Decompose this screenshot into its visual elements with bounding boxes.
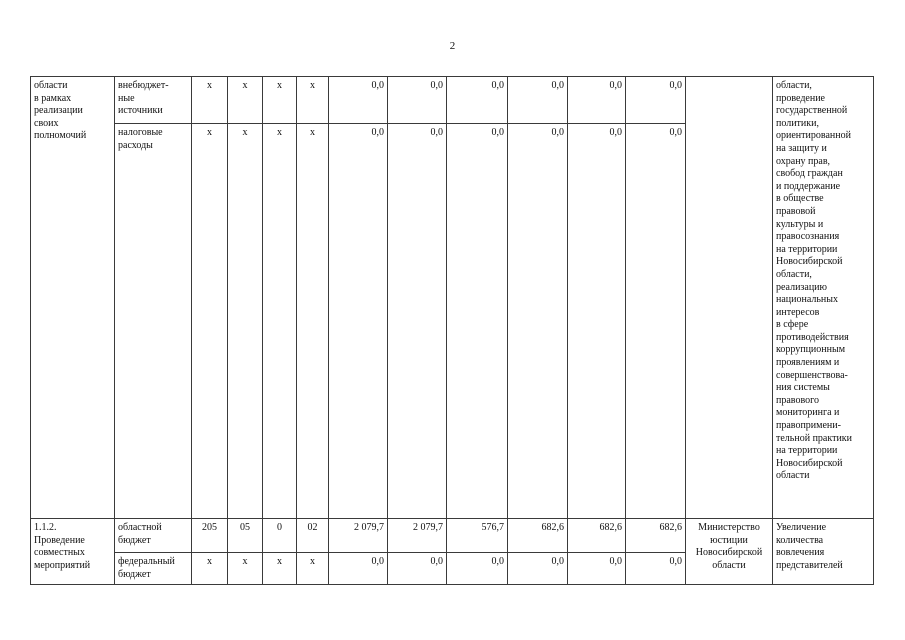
value-cell: 0,0 [388, 77, 447, 124]
funding-source-cell: налоговые расходы [115, 124, 192, 519]
value-cell: 0,0 [568, 77, 626, 124]
code-cell: x [263, 77, 297, 124]
table-row [31, 77, 874, 124]
value-cell: 0,0 [626, 124, 686, 519]
code-cell: x [228, 77, 263, 124]
value-cell: 0,0 [508, 553, 568, 585]
value-cell: 682,6 [508, 519, 568, 553]
value-cell: 682,6 [568, 519, 626, 553]
value-cell: 576,7 [447, 519, 508, 553]
value-cell: 0,0 [447, 553, 508, 585]
value-cell: 2 079,7 [329, 519, 388, 553]
funding-source-cell: областной бюджет [115, 519, 192, 553]
value-cell: 0,0 [388, 553, 447, 585]
program-table [30, 76, 874, 585]
code-cell: x [192, 77, 228, 124]
funding-source-cell: внебюджет- ные источники [115, 77, 192, 124]
value-cell: 0,0 [626, 77, 686, 124]
value-cell: 0,0 [508, 124, 568, 519]
code-cell: 02 [297, 519, 329, 553]
value-cell: 682,6 [626, 519, 686, 553]
result-cell: области, проведение государственной политики, ориентированной на защиту и охрану прав, свобод граждан и поддержание в обществе правовой культуры и правосознания на территории Новосибирской области, реализацию национальных интересов в сфере противодействия коррупционным проявлениям и совершенствова- ния системы правового мониторинга и правопримени- тельной практики на территории Новосибирской области [773, 77, 874, 519]
code-cell: x [297, 553, 329, 585]
page-number: 2 [449, 40, 456, 52]
value-cell: 0,0 [388, 124, 447, 519]
code-cell: x [297, 77, 329, 124]
value-cell: 0,0 [447, 77, 508, 124]
code-cell: x [263, 124, 297, 519]
value-cell: 0,0 [447, 124, 508, 519]
value-cell: 0,0 [508, 77, 568, 124]
code-cell: 05 [228, 519, 263, 553]
code-cell: x [228, 124, 263, 519]
code-cell: x [228, 553, 263, 585]
code-cell: x [192, 124, 228, 519]
code-cell: x [263, 553, 297, 585]
value-cell: 0,0 [329, 124, 388, 519]
table-row [31, 519, 874, 553]
result-cell: Увеличение количества вовлечения представителей [773, 519, 874, 585]
code-cell: 0 [263, 519, 297, 553]
value-cell: 0,0 [568, 553, 626, 585]
code-cell: 205 [192, 519, 228, 553]
value-cell: 0,0 [329, 77, 388, 124]
executor-cell: Министерство юстиции Новосибирской области [686, 519, 773, 585]
value-cell: 2 079,7 [388, 519, 447, 553]
code-cell: x [192, 553, 228, 585]
measure-cell: области в рамках реализации своих полномочий [31, 77, 115, 519]
measure-cell: 1.1.2. Проведение совместных мероприятий [31, 519, 115, 585]
value-cell: 0,0 [626, 553, 686, 585]
code-cell: x [297, 124, 329, 519]
value-cell: 0,0 [568, 124, 626, 519]
executor-cell [686, 77, 773, 519]
value-cell: 0,0 [329, 553, 388, 585]
funding-source-cell: федеральный бюджет [115, 553, 192, 585]
